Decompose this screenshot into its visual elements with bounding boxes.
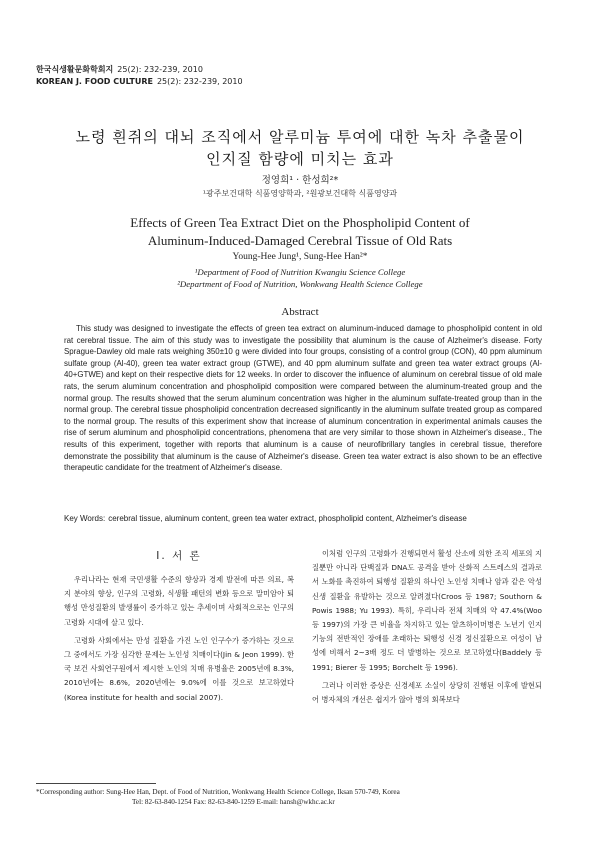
journal-volume-en: 25(2): 232-239, 2010	[156, 77, 243, 86]
english-title-line2: Aluminum-Induced-Damaged Cerebral Tissue of Old Rats	[147, 233, 453, 248]
english-affiliation-1: ¹Department of Food of Nutrition Kwangiu Science College	[194, 267, 406, 277]
body-paragraph-1: 우리나라는 현재 국민생활 수준의 향상과 경제 발전에 따른 의료, 복지 분야의 향상, 인구의 고령화, 식생활 패턴의 변화 등으로 말미암아 퇴행성 만성질환의 발생률이 증가하고 있는 추세이며 사회적으로는 인구의 고령화 시대에 살고 있다.	[64, 575, 294, 627]
abstract-heading: Abstract	[281, 306, 319, 318]
korean-authors: 정영희¹ · 한성희²*	[261, 175, 339, 186]
body-paragraph-2: 고령화 사회에서는 만성 질환을 가진 노인 인구수가 증가하는 것으로 그 중에서도 가장 심각한 문제는 노인성 치매이다(Jin & Jeon 1999). 한국 보건 사회연구원에서 제시한 노인의 치매 유병율은 2005년에 8.3%, 2010년에는 8.6%, 2020년에는 9.0%에 이를 것으로 보고하였다(Korea institute for health and social 2007).	[64, 635, 294, 702]
korean-title-line2: 인지질 함량에 미치는 효과	[206, 150, 394, 168]
footnote-divider	[36, 783, 156, 784]
footnote-line-2: Tel: 82-63-840-1254 Fax: 82-63-840-1259 E-mail: hansh@wkhc.ac.kr	[132, 798, 335, 806]
journal-line-en	[36, 76, 243, 88]
keywords	[64, 514, 542, 523]
abstract-body: This study was designed to investigate the effects of green tea extract on aluminum-induced damage to phospholipid content in old rat cerebral tissue. The aim of this study was to investigate the possibility that aluminum is the cause of Alzheimer's disease. Forty Sprague-Dawley old male rats weighing 350±10 g were divided into four groups, consisting of a control group (CON), 40 ppm aluminum sulfate group (Al-40), green tea water extract group (GTWE), and 40 ppm aluminum sulfate and green tea water extract groups (Al-40+GTWE) and kept on their respective diets for 12 weeks. In order to discover the influence of aluminum on cerebral tissue of old male rats, the serum aluminum concentration and phospholipid composition were compared between the aluminum-treated group and the normal group. The results showed that the serum aluminum concentration was higher in the aluminum sulfate-treated group than in the normal group. The cerebral tissue phospholipid concentration decreased significantly in the aluminum sulfate treated group as compared to the normal group. The results of this experiment show that increase of aluminum concentration in experimental animals causes the rise of serum aluminum and phospholipid concentrations, phenomena that are very similar to those shown in Alzheimer's disease., The results of this experiment, together with reports that aluminum is a cause of neurofibrillary tangles in cerebral tissue, therefore demonstrate the possibility that aluminum is the cause of Alzheimer's disease. Green tea water extract is also shown to be an effective therapeutic candidate for the treatment of Alzheimer's disease.	[64, 324, 542, 473]
journal-name-ko: 한국식생활문화학회지	[36, 65, 114, 74]
english-affiliations	[0, 266, 600, 290]
korean-title	[0, 126, 600, 170]
journal-header	[36, 64, 243, 88]
korean-affiliations: ¹광주보건대학 식품영양학과, ²원광보건대학 식품영양과	[202, 189, 398, 198]
english-authors: Young-Hee Jung¹, Sung-Hee Han²*	[232, 252, 368, 262]
body-column-left	[64, 547, 294, 709]
body-paragraph-4: 그러나 이러한 증상은 신경세포 소실이 상당히 진행된 이후에 발현되어 병자체의 개선은 쉽지가 않아 병의 회복보다	[312, 680, 542, 705]
body-paragraph-3: 이처럼 인구의 고령화가 진행되면서 활성 산소에 의한 조직 세포의 지질뿐만 아니라 단백질과 DNA도 공격을 받아 산화적 스트레스의 결과로서 노화를 촉진하여 퇴행성 질환의 하나인 노인성 치매나 암과 같은 악성 신생 질환을 유발하는 것으로 알려졌다(Croos 등 1987; Southorn & Powis 1988; Yu 1993). 특히, 우리나라 전체 치매의 약 47.4%(Woo 등 1997)의 가장 큰 비율을 차지하고 있는 알츠하이머병은 노년기 인지 기능의 전반적인 장애를 초래하는 퇴행성 신경 정신질환으로 여성이 남성에 비해서 2~3배 정도 더 발병하는 것으로 보고하였다(Baddely 등 1991; Bierer 등 1995; Borchelt 등 1996).	[312, 549, 542, 672]
section-heading-introduction: I. 서 론	[156, 550, 202, 562]
keywords-label: Key Words:	[64, 514, 106, 523]
english-affiliation-2: ²Department of Food of Nutrition, Wonkwang Health Science College	[177, 279, 423, 289]
journal-line-ko	[36, 64, 243, 76]
body-column-right	[312, 547, 542, 711]
corresponding-author-footnote	[36, 787, 556, 807]
english-title-line1: Effects of Green Tea Extract Diet on the Phospholipid Content of	[130, 215, 470, 230]
korean-title-line1: 노령 흰쥐의 대뇌 조직에서 알루미늄 투여에 대한 녹차 추출물이	[75, 128, 525, 146]
journal-volume-ko: 25(2): 232-239, 2010	[117, 65, 203, 74]
english-title	[0, 214, 600, 250]
keywords-text: cerebral tissue, aluminum content, green tea water extract, phospholipid content, Alzheimer's disease	[108, 514, 467, 523]
footnote-line-1: *Corresponding author: Sung-Hee Han, Dept. of Food of Nutrition, Wonkwang Health Science College, Iksan 570-749, Korea	[36, 788, 400, 796]
journal-name-en: KOREAN J. FOOD CULTURE	[36, 77, 153, 86]
